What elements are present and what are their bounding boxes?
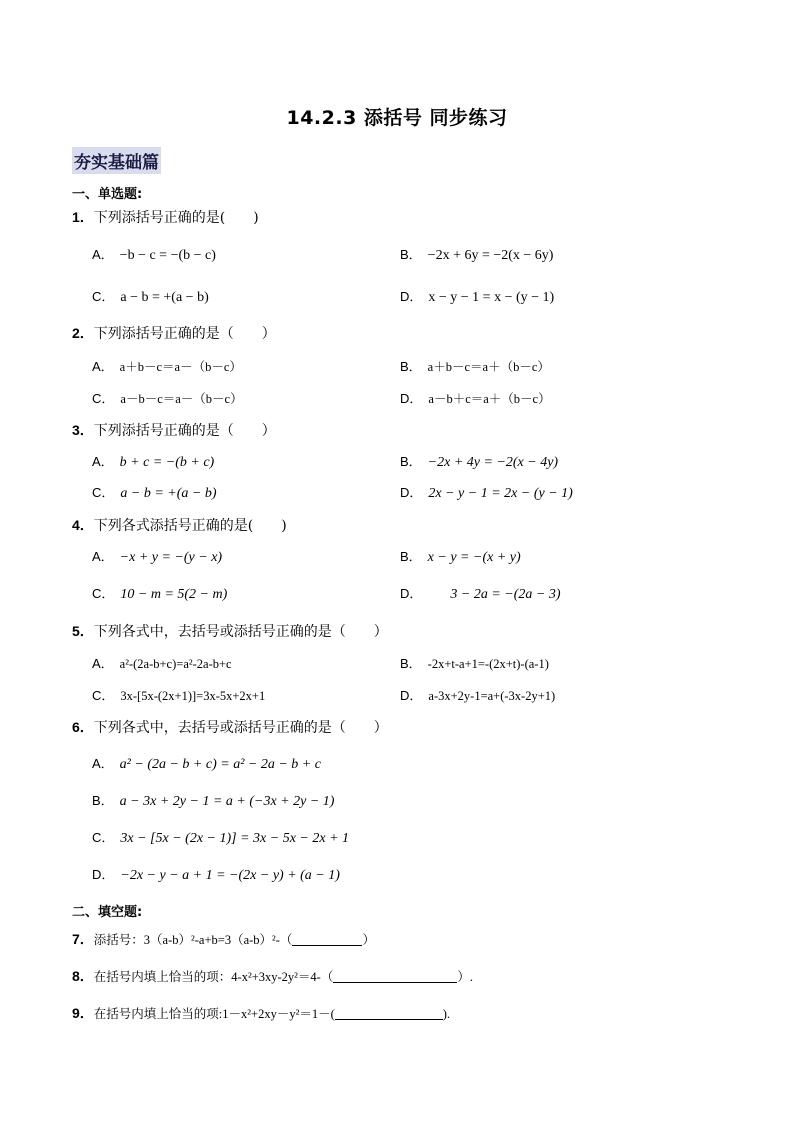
question-1 (72, 207, 259, 227)
option-text: a² − (2a − b + c) = a² − 2a − b + c (119, 757, 321, 772)
option-6c[interactable] (92, 827, 349, 847)
option-label: C． (92, 688, 115, 703)
option-text: a-3x+2y-1=a+(-3x-2y+1) (428, 689, 556, 703)
option-5a[interactable] (92, 653, 232, 672)
question-stem: 下列各式添括号正确的是( ) (93, 518, 287, 534)
option-4b[interactable] (400, 546, 521, 566)
option-text: a − b = +(a − b) (120, 290, 209, 305)
option-label: D． (400, 391, 423, 406)
option-label: A． (92, 454, 114, 469)
option-text: -2x+t-a+1=-(2x+t)-(a-1) (427, 657, 549, 671)
option-label: A． (92, 656, 114, 671)
question-stem: 下列添括号正确的是（ ） (93, 423, 276, 439)
answer-blank[interactable] (292, 931, 362, 946)
question-2 (72, 323, 276, 343)
option-label: C． (92, 485, 115, 500)
option-text: −b − c = −(b − c) (119, 248, 216, 263)
question-stem: 在括号内填上恰当的项：4-x²+3xy-2y²＝4-（ (93, 970, 334, 984)
option-label: B． (92, 793, 114, 808)
question-tail: ） (362, 933, 375, 947)
option-2b[interactable] (400, 356, 550, 375)
option-text: b + c = −(b + c) (119, 455, 215, 470)
question-6 (72, 717, 388, 737)
option-label: C． (92, 289, 115, 304)
option-label: D． (400, 289, 423, 304)
question-number: 8． (72, 968, 94, 984)
option-label: D． (400, 485, 423, 500)
option-label: A． (92, 756, 114, 771)
option-4c[interactable] (92, 583, 227, 603)
option-1b[interactable] (400, 244, 553, 264)
section-heading: 夯实基础篇 (72, 147, 161, 174)
option-1d[interactable] (400, 286, 554, 306)
question-stem: 在括号内填上恰当的项:1－x²+2xy－y²＝1－( (93, 1007, 335, 1021)
option-text: a − b = +(a − b) (120, 486, 217, 501)
answer-blank[interactable] (335, 1005, 443, 1020)
option-text: −2x − y − a + 1 = −(2x − y) + (a − 1) (120, 868, 340, 883)
answer-blank[interactable] (333, 968, 457, 983)
option-2a[interactable] (92, 356, 242, 375)
part-heading-fill-blank: 二、填空题: (72, 905, 143, 920)
option-text: a＋b－c＝a－（b－c） (119, 360, 242, 374)
option-text: a²-(2a-b+c)=a²-2a-b+c (119, 657, 232, 671)
option-label: A． (92, 549, 114, 564)
question-4 (72, 515, 287, 535)
option-5b[interactable] (400, 653, 549, 672)
option-label: A． (92, 359, 114, 374)
question-3 (72, 420, 276, 440)
option-label: B． (400, 454, 422, 469)
question-number: 7． (72, 931, 94, 947)
option-2d[interactable] (400, 388, 551, 407)
question-number: 4． (72, 517, 94, 533)
option-text: 2x − y − 1 = 2x − (y − 1) (428, 486, 573, 501)
question-tail: ）. (457, 970, 473, 984)
option-6d[interactable] (92, 864, 340, 884)
option-label: C． (92, 391, 115, 406)
option-text: −2x + 4y = −2(x − 4y) (427, 455, 559, 470)
option-1a[interactable] (92, 244, 216, 264)
question-tail: ). (442, 1007, 451, 1021)
option-label: B． (400, 549, 422, 564)
option-text: a－b＋c＝a＋（b－c） (428, 392, 551, 406)
option-text: a − 3x + 2y − 1 = a + (−3x + 2y − 1) (119, 794, 335, 809)
option-text: 10 − m = 5(2 − m) (120, 587, 228, 602)
option-4a[interactable] (92, 546, 222, 566)
option-label: D． (92, 867, 115, 882)
question-stem: 添括号：3（a-b）²-a+b=3（a-b）²-（ (93, 933, 293, 947)
question-number: 5． (72, 623, 94, 639)
option-text: x − y = −(x + y) (427, 550, 521, 565)
option-label: D． (400, 586, 423, 601)
part-heading-single-choice: 一、单选题: (72, 187, 143, 202)
option-3b[interactable] (400, 451, 558, 471)
question-stem: 下列各式中，去括号或添括号正确的是（ ） (93, 720, 388, 736)
option-text: 3 − 2a = −(2a − 3) (450, 587, 561, 602)
question-number: 2． (72, 325, 94, 341)
question-5 (72, 621, 388, 641)
option-text: 3x-[5x-(2x+1)]=3x-5x+2x+1 (120, 689, 266, 703)
question-stem: 下列各式中，去括号或添括号正确的是（ ） (93, 624, 388, 640)
option-text: a＋b－c＝a＋（b－c） (427, 360, 550, 374)
option-6a[interactable] (92, 753, 321, 773)
question-stem: 下列添括号正确的是( ) (93, 210, 259, 226)
page-title: 14.2.3 添括号 同步练习 (286, 107, 508, 129)
option-3a[interactable] (92, 451, 214, 471)
option-2c[interactable] (92, 388, 243, 407)
option-4d[interactable] (400, 583, 561, 603)
option-label: C． (92, 586, 115, 601)
option-text: −2x + 6y = −2(x − 6y) (427, 248, 554, 263)
option-text: x − y − 1 = x − (y − 1) (428, 290, 555, 305)
question-number: 6． (72, 719, 94, 735)
question-8 (72, 966, 473, 986)
option-label: C． (92, 830, 115, 845)
question-number: 9． (72, 1005, 94, 1021)
option-label: A． (92, 247, 114, 262)
option-text: −x + y = −(y − x) (119, 550, 223, 565)
option-3d[interactable] (400, 482, 573, 502)
question-number: 3． (72, 422, 94, 438)
option-5c[interactable] (92, 685, 265, 704)
option-label: B． (400, 359, 422, 374)
question-stem: 下列添括号正确的是（ ） (93, 326, 276, 342)
option-label: B． (400, 656, 422, 671)
option-label: B． (400, 247, 422, 262)
option-3c[interactable] (92, 482, 217, 502)
question-number: 1． (72, 209, 94, 225)
question-9 (72, 1003, 450, 1023)
option-text: 3x − [5x − (2x − 1)] = 3x − 5x − 2x + 1 (120, 831, 350, 846)
option-6b[interactable] (92, 790, 334, 810)
option-5d[interactable] (400, 685, 555, 704)
option-1c[interactable] (92, 286, 209, 306)
question-7 (72, 929, 375, 949)
option-label: D． (400, 688, 423, 703)
option-text: a－b－c＝a－（b－c） (120, 392, 243, 406)
